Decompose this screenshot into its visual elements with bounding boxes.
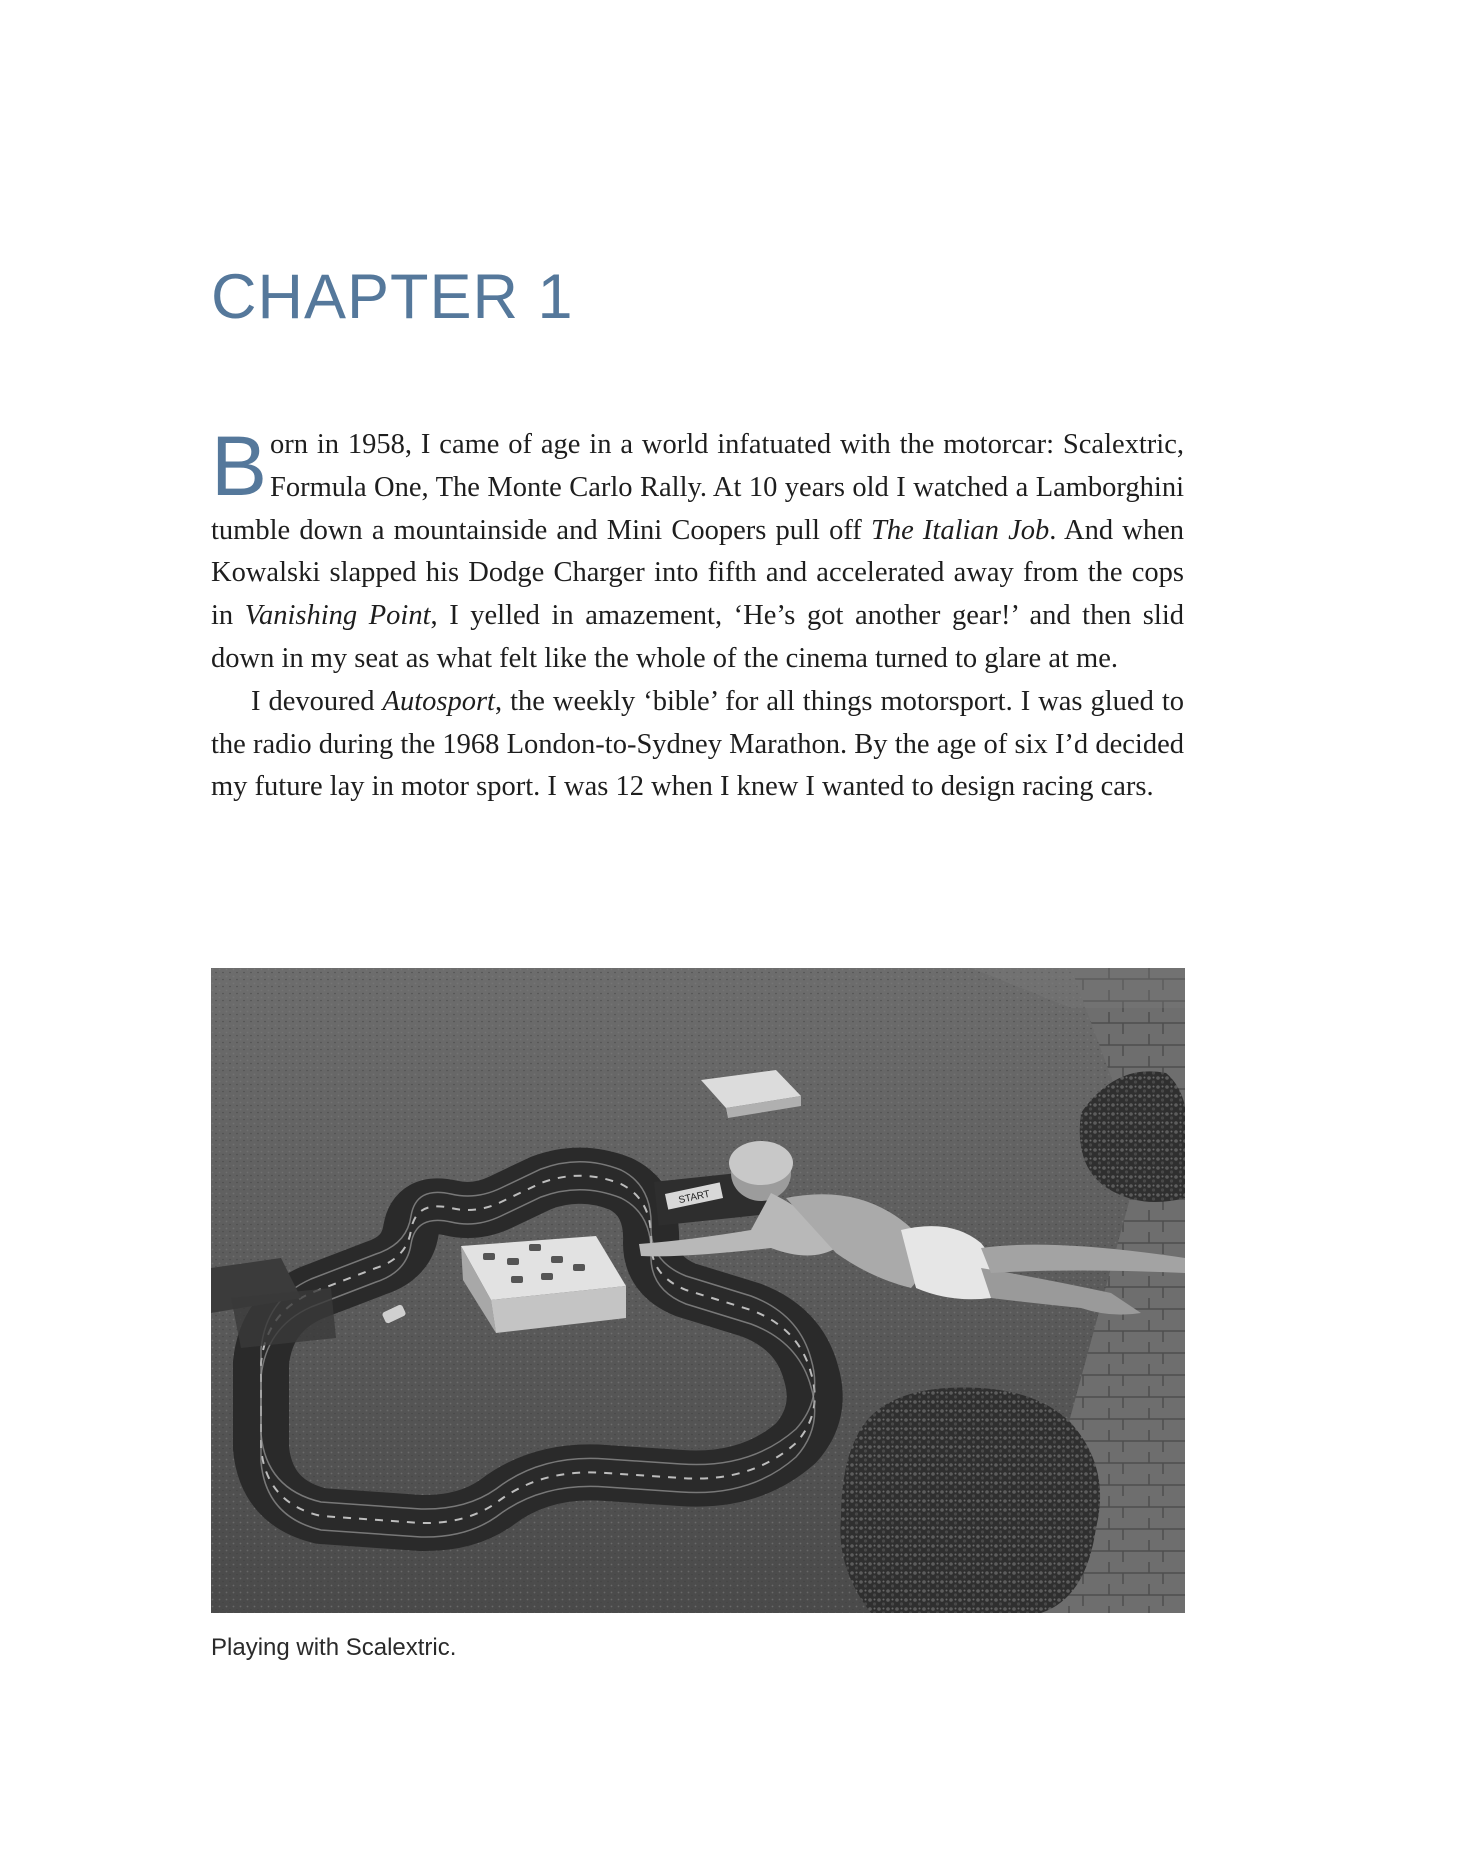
chapter-heading: CHAPTER 1 (211, 262, 574, 332)
italic-title: Autosport (382, 685, 495, 717)
text-run: . And when Kowalski slapped his Dodge Charger into fifth and accelerated away from the cops in (211, 514, 1184, 632)
text-run: , I yelled in amazement, ‘He’s got another gear!’ and then slid down in my seat as what felt like the whole of the cinema turned to glare at me. (211, 600, 1184, 674)
track-start-label: START (677, 1188, 712, 1207)
photo-boy-playing-scalextric (211, 968, 1185, 1613)
paragraph-1 (211, 419, 1184, 681)
chapter-body (211, 419, 1185, 809)
paragraph-2 (211, 681, 1184, 809)
text-run: I devoured (251, 685, 383, 717)
italic-title: Vanishing Point (244, 600, 431, 632)
photo-caption: Playing with Scalextric. (211, 1634, 457, 1661)
drop-cap: B (211, 419, 268, 513)
italic-title: The Italian Job (870, 514, 1050, 546)
text-run: orn in 1958, I came of age in a world infatuated with the motorcar: Scalextric, Formula One, The Monte Carlo Rally. At 10 years old I watched a Lamborghini tumble down a mountainside and Mini Coopers pull off (211, 429, 1184, 546)
text-run: , the weekly ‘bible’ for all things motorsport. I was glued to the radio during the 1968 London-to-Sydney Marathon. By the age of six I’d decided my future lay in motor sport. I was 12 when I knew I wanted to design racing cars. (211, 685, 1185, 803)
